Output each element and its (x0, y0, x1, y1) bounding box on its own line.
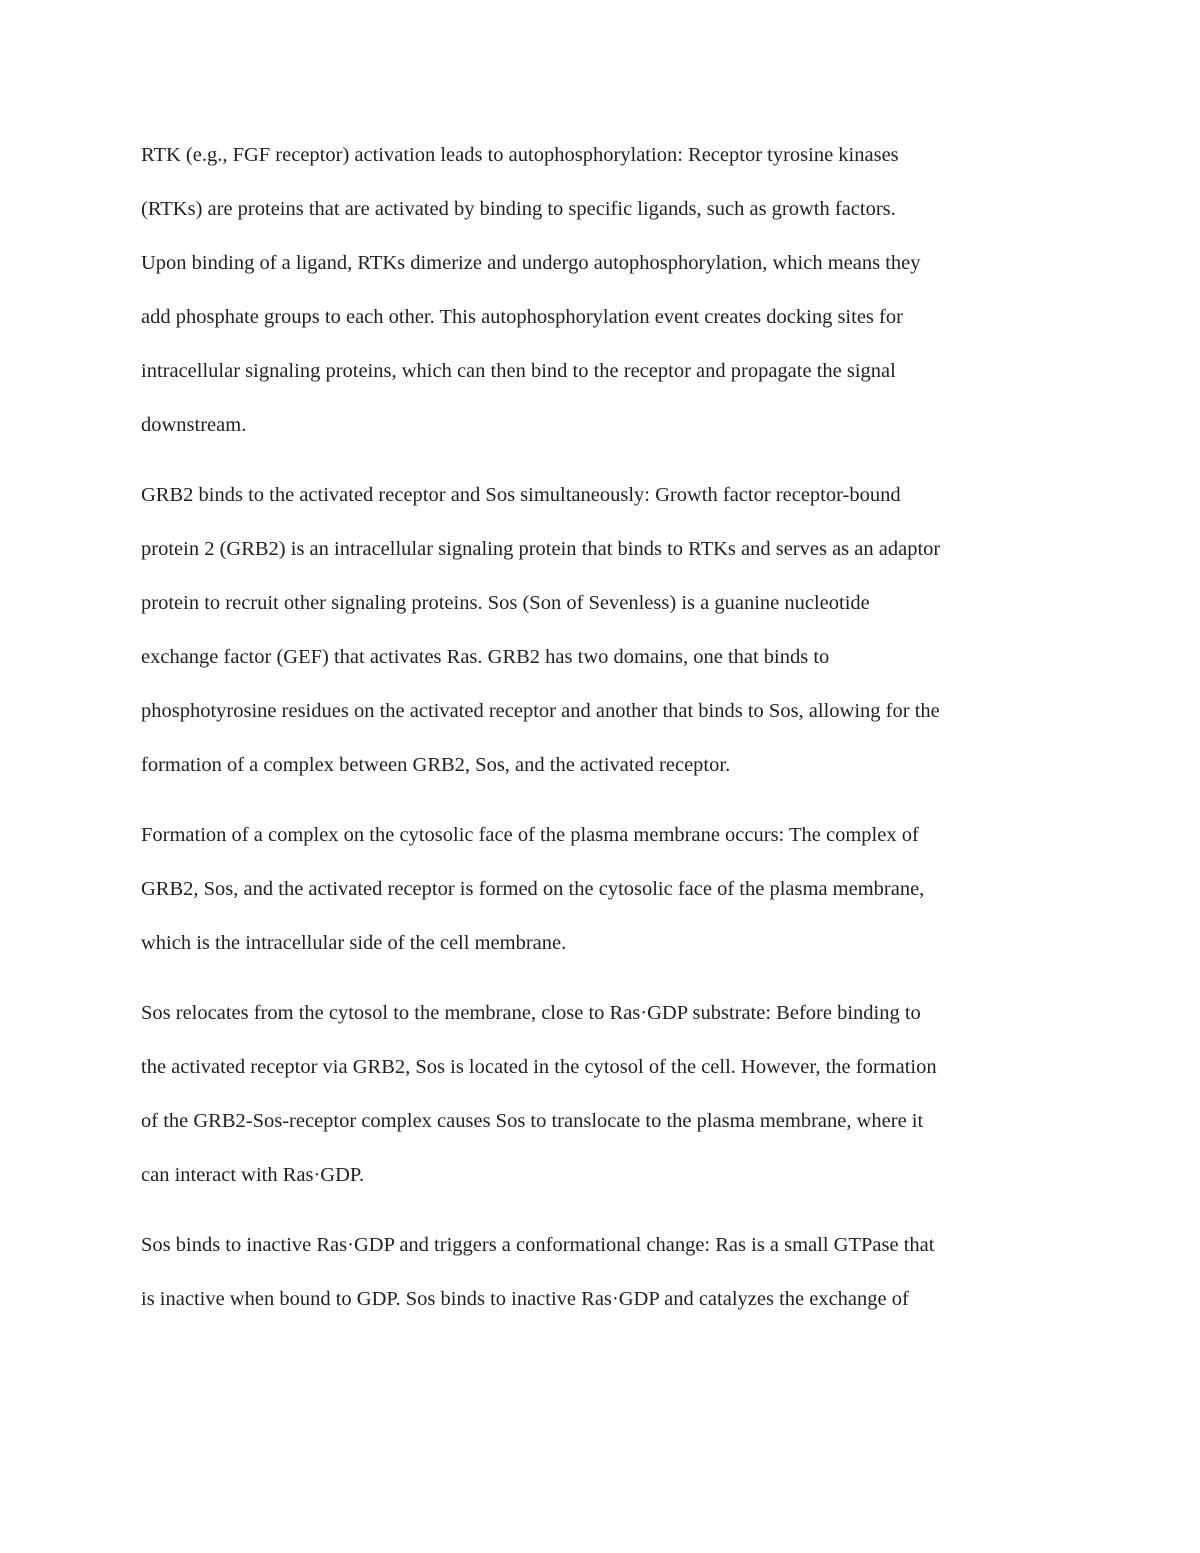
text-line: which is the intracellular side of the cell membrane. (141, 932, 567, 954)
text-line: of the GRB2-Sos-receptor complex causes Sos to translocate to the plasma membrane, where it (141, 1110, 924, 1132)
paragraph-complex-formation (141, 808, 1071, 970)
paragraph-sos-relocation (141, 986, 1071, 1202)
text-line: formation of a complex between GRB2, Sos, and the activated receptor. (141, 754, 731, 776)
text-line: (RTKs) are proteins that are activated by binding to specific ligands, such as growth factors. (141, 198, 896, 220)
text-line: protein 2 (GRB2) is an intracellular signaling protein that binds to RTKs and serves as an adaptor (141, 538, 941, 560)
paragraph-rtk-activation (141, 128, 1071, 452)
text-line: phosphotyrosine residues on the activated receptor and another that binds to Sos, allowing for the (141, 700, 940, 722)
text-line: GRB2 binds to the activated receptor and Sos simultaneously: Growth factor receptor-bound (141, 484, 901, 506)
text-line: RTK (e.g., FGF receptor) activation leads to autophosphorylation: Receptor tyrosine kinases (141, 144, 899, 166)
text-line: Formation of a complex on the cytosolic face of the plasma membrane occurs: The complex of (141, 824, 919, 846)
text-line: is inactive when bound to GDP. Sos binds to inactive Ras·GDP and catalyzes the exchange of (141, 1288, 909, 1310)
paragraph-grb2-binding (141, 468, 1071, 792)
text-line: protein to recruit other signaling proteins. Sos (Son of Sevenless) is a guanine nucleotide (141, 592, 870, 614)
text-line: Sos binds to inactive Ras·GDP and triggers a conformational change: Ras is a small GTPase that (141, 1234, 935, 1256)
text-line: add phosphate groups to each other. This autophosphorylation event creates docking sites for (141, 306, 903, 328)
text-line: Sos relocates from the cytosol to the membrane, close to Ras·GDP substrate: Before binding to (141, 1002, 921, 1024)
text-line: can interact with Ras·GDP. (141, 1164, 365, 1186)
text-line: exchange factor (GEF) that activates Ras. GRB2 has two domains, one that binds to (141, 646, 830, 668)
text-line: the activated receptor via GRB2, Sos is located in the cytosol of the cell. However, the formation (141, 1056, 937, 1078)
text-line: Upon binding of a ligand, RTKs dimerize and undergo autophosphorylation, which means they (141, 252, 921, 274)
document-body (141, 128, 1071, 1342)
paragraph-sos-ras-binding (141, 1218, 1071, 1326)
text-line: intracellular signaling proteins, which can then bind to the receptor and propagate the signal (141, 360, 896, 382)
text-line: GRB2, Sos, and the activated receptor is formed on the cytosolic face of the plasma membrane, (141, 878, 925, 900)
text-line: downstream. (141, 414, 247, 436)
